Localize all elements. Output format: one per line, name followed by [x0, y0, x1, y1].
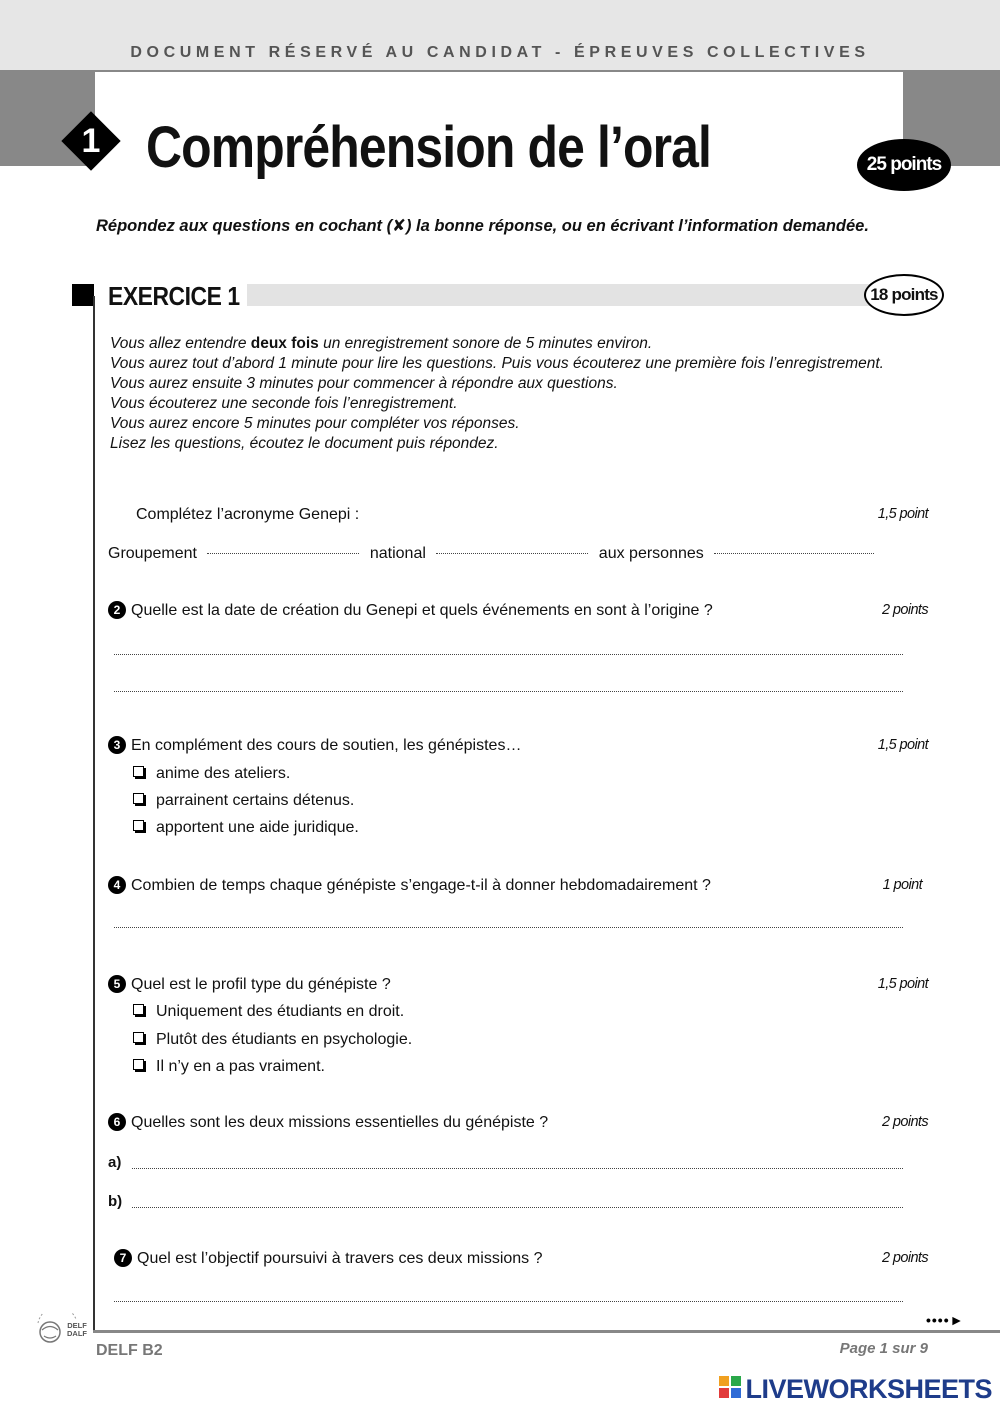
- question-4: [108, 875, 928, 897]
- question-text: Quel est l’objectif poursuivi à travers ces deux missions ?: [137, 1250, 543, 1267]
- question-3-points: 1,5 point: [877, 737, 928, 753]
- intro-emphasis: deux fois: [250, 335, 319, 352]
- next-page-arrow-icon: ••••►: [926, 1312, 965, 1328]
- question-number-icon: 3: [108, 736, 126, 754]
- document-label: DOCUMENT RÉSERVÉ AU CANDIDAT - ÉPREUVES COLLECTIVES: [130, 44, 870, 61]
- section-number: 1: [81, 122, 101, 160]
- acronym-blank-1[interactable]: [207, 553, 359, 554]
- question-1: [108, 504, 928, 526]
- intro-text: un enregistrement sonore de 5 minutes environ.: [318, 335, 653, 352]
- option[interactable]: [133, 1056, 325, 1078]
- option-label: Plutôt des étudiants en psychologie.: [156, 1031, 413, 1048]
- checkbox-icon[interactable]: [133, 1059, 144, 1070]
- question-7: [114, 1248, 934, 1270]
- intro-line: Vous aurez encore 5 minutes pour compléter vos réponses.: [110, 415, 520, 432]
- option[interactable]: [133, 1029, 412, 1051]
- checkbox-icon[interactable]: [133, 766, 144, 777]
- question-text: Quelle est la date de création du Genepi et quels événements en sont à l’origine ?: [131, 602, 713, 619]
- answer-label-a: a): [108, 1154, 122, 1171]
- footer-page-number: Page 1 sur 9: [839, 1340, 928, 1357]
- question-text: Combien de temps chaque génépiste s’engage-t-il à donner hebdomadairement ?: [131, 877, 711, 894]
- checkbox-icon[interactable]: [133, 1004, 144, 1015]
- option[interactable]: [133, 1001, 404, 1023]
- option[interactable]: [133, 817, 359, 839]
- logo-text: DELF DALF: [67, 1321, 87, 1338]
- question-5-points: 1,5 point: [877, 976, 928, 992]
- option-label: Il n’y en a pas vraiment.: [156, 1058, 325, 1075]
- acronym-line: [108, 543, 874, 565]
- question-2: [108, 600, 928, 622]
- answer-line[interactable]: [114, 927, 903, 928]
- liveworksheets-logo-icon: [719, 1376, 743, 1400]
- question-text: En complément des cours de soutien, les génépistes…: [131, 737, 522, 754]
- question-2-points: 2 points: [882, 602, 928, 618]
- question-6: [108, 1112, 928, 1134]
- exercise-points-badge: 18 points: [864, 274, 944, 316]
- answer-line-b[interactable]: [132, 1207, 903, 1208]
- checkbox-icon[interactable]: [133, 820, 144, 831]
- acronym-word: Groupement: [108, 545, 197, 562]
- question-number-icon: 7: [114, 1249, 132, 1267]
- instructions: Répondez aux questions en cochant (✘) la bonne réponse, ou en écrivant l’information demandée.: [96, 217, 869, 235]
- option-label: apportent une aide juridique.: [156, 819, 359, 836]
- question-3: [108, 735, 928, 757]
- intro-line: Vous aurez ensuite 3 minutes pour commencer à répondre aux questions.: [110, 375, 618, 392]
- question-number-icon: 2: [108, 601, 126, 619]
- answer-label-b: b): [108, 1193, 123, 1210]
- option-label: anime des ateliers.: [156, 765, 291, 782]
- page-title: Compréhension de l’oral: [146, 115, 712, 180]
- intro-line: Vous écouterez une seconde fois l’enregistrement.: [110, 395, 458, 412]
- left-rule: [93, 296, 95, 1332]
- checkbox-icon[interactable]: [133, 1032, 144, 1043]
- option-label: parrainent certains détenus.: [156, 792, 355, 809]
- question-4-points: 1 point: [882, 877, 922, 893]
- intro-line: Vous aurez tout d’abord 1 minute pour lire les questions. Puis vous écouterez une première fois l’enregistrement.: [110, 355, 884, 372]
- acronym-blank-2[interactable]: [436, 553, 588, 554]
- answer-line[interactable]: [114, 691, 903, 692]
- intro-text: Vous allez entendre: [110, 335, 251, 352]
- total-points-badge: 25 points: [857, 139, 951, 191]
- acronym-word: aux personnes: [598, 545, 704, 562]
- option-label: Uniquement des étudiants en droit.: [156, 1003, 405, 1020]
- acronym-word: national: [369, 545, 426, 562]
- question-7-points: 2 points: [882, 1250, 928, 1266]
- footer-level: DELF B2: [96, 1342, 163, 1359]
- question-6-points: 2 points: [882, 1114, 928, 1130]
- checkbox-icon[interactable]: [133, 793, 144, 804]
- question-text: Quelles sont les deux missions essentielles du génépiste ?: [131, 1114, 549, 1131]
- question-1-points: 1,5 point: [877, 506, 928, 522]
- option[interactable]: [133, 763, 290, 785]
- bottom-rule: [93, 1330, 1000, 1333]
- exercise-title: EXERCICE 1: [108, 281, 240, 311]
- answer-line[interactable]: [114, 1301, 903, 1302]
- exercise-bar: [247, 284, 897, 306]
- question-number-icon: 6: [108, 1113, 126, 1131]
- acronym-blank-3[interactable]: [714, 553, 874, 554]
- question-text: Quel est le profil type du génépiste ?: [131, 976, 391, 993]
- option[interactable]: [133, 790, 354, 812]
- liveworksheets-watermark: [719, 1374, 992, 1405]
- answer-line-a[interactable]: [132, 1168, 903, 1169]
- question-number-icon: 4: [108, 876, 126, 894]
- exercise-square-icon: [72, 284, 94, 306]
- answer-line[interactable]: [114, 654, 903, 655]
- intro-line: Lisez les questions, écoutez le document puis répondez.: [110, 435, 499, 452]
- question-5: [108, 974, 928, 996]
- question-number-icon: 5: [108, 975, 126, 993]
- watermark-text: LIVEWORKSHEETS: [745, 1374, 992, 1404]
- question-text: Complétez l’acronyme Genepi :: [136, 506, 360, 523]
- exercise-intro: [110, 334, 900, 454]
